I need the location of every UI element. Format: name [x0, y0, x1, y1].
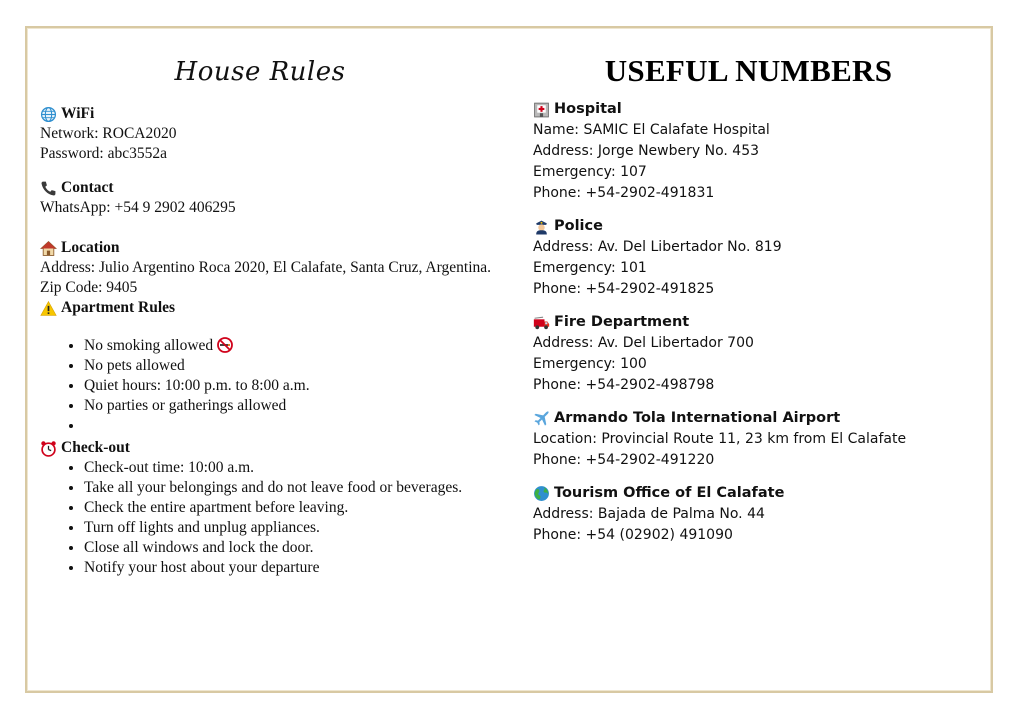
hospital-address: Address: Jorge Newbery No. 453: [533, 143, 760, 159]
list-item: • Turn off lights and unplug appliances.: [84, 518, 500, 538]
fire-emergency: Emergency: 100: [533, 356, 647, 372]
globe-icon: [40, 106, 57, 123]
tourism-office-heading: Tourism Office of El Calafate: [554, 485, 785, 501]
fire-phone: Phone: +54-2902-498798: [533, 377, 715, 393]
wifi-heading: WiFi: [61, 105, 95, 122]
list-item: • Quiet hours: 10:00 p.m. to 8:00 a.m.: [84, 376, 500, 396]
empty-list-item: [84, 416, 500, 436]
hospital-name: Name: SAMIC El Calafate Hospital: [533, 122, 770, 138]
hospital-phone: Phone: +54-2902-491831: [533, 185, 715, 201]
list-item: • Take all your belongings and do not leave food or beverages.: [84, 478, 500, 498]
police-address: Address: Av. Del Libertador No. 819: [533, 239, 782, 255]
list-item: • No pets allowed: [84, 356, 500, 376]
police-officer-icon: [533, 218, 550, 235]
police-emergency: Emergency: 101: [533, 260, 647, 276]
list-item: • Close all windows and lock the door.: [84, 538, 500, 558]
wifi-password: Password: abc3552a: [40, 145, 167, 162]
whatsapp-number: WhatsApp: +54 9 2902 406295: [40, 199, 236, 216]
fire-department-heading: Fire Department: [554, 314, 690, 330]
list-item: • Check-out time: 10:00 a.m.: [84, 458, 500, 478]
apartment-rules-list: [40, 336, 500, 436]
globe-icon: [533, 485, 550, 502]
list-item: • Notify your host about your departure: [84, 558, 500, 578]
fire-engine-icon: [533, 314, 550, 331]
hospital-heading: Hospital: [554, 101, 622, 117]
police-phone: Phone: +54-2902-491825: [533, 281, 715, 297]
contact-section: [40, 178, 500, 218]
tourism-phone: Phone: +54 (02902) 491090: [533, 527, 733, 543]
airport-heading: Armando Tola International Airport: [554, 410, 841, 426]
hospital-icon: [533, 101, 550, 118]
police-section: [533, 216, 993, 300]
fire-department-section: [533, 312, 993, 396]
house-icon: [40, 240, 57, 257]
house-rules-title: House Rules: [174, 57, 346, 87]
checkout-heading: Check-out: [61, 439, 130, 456]
checkout-list: [40, 458, 500, 578]
tourism-office-section: [533, 483, 993, 546]
location-heading: Location: [61, 239, 120, 256]
alarm-clock-icon: [40, 440, 57, 457]
phone-icon: [40, 180, 57, 197]
wifi-network: Network: ROCA2020: [40, 125, 177, 142]
list-item: • Check the entire apartment before leaving.: [84, 498, 500, 518]
useful-numbers-title: USEFUL NUMBERS: [604, 53, 893, 88]
hospital-emergency: Emergency: 107: [533, 164, 647, 180]
location-address: Address: Julio Argentino Roca 2020, El Calafate, Santa Cruz, Argentina. Zip Code: 9405: [40, 259, 491, 296]
police-heading: Police: [554, 218, 603, 234]
fire-address: Address: Av. Del Libertador 700: [533, 335, 754, 351]
warning-icon: [40, 300, 57, 317]
airplane-icon: [533, 410, 550, 427]
house-rules-column: [40, 56, 500, 578]
list-item: • No parties or gatherings allowed: [84, 396, 500, 416]
checkout-section: [40, 438, 500, 578]
wifi-section: [40, 104, 500, 164]
apartment-rules-heading: Apartment Rules: [61, 299, 176, 316]
location-section: [40, 238, 500, 298]
airport-phone: Phone: +54-2902-491220: [533, 452, 715, 468]
apartment-rules-section: [40, 298, 500, 436]
no-smoking-icon: [217, 337, 233, 353]
airport-section: [533, 408, 993, 471]
tourism-address: Address: Bajada de Palma No. 44: [533, 506, 765, 522]
hospital-section: [533, 99, 993, 204]
airport-location: Location: Provincial Route 11, 23 km from El Calafate: [533, 431, 907, 447]
useful-numbers-column: [533, 53, 993, 558]
contact-heading: Contact: [61, 179, 114, 196]
list-item: • No smoking allowed: [84, 336, 500, 356]
